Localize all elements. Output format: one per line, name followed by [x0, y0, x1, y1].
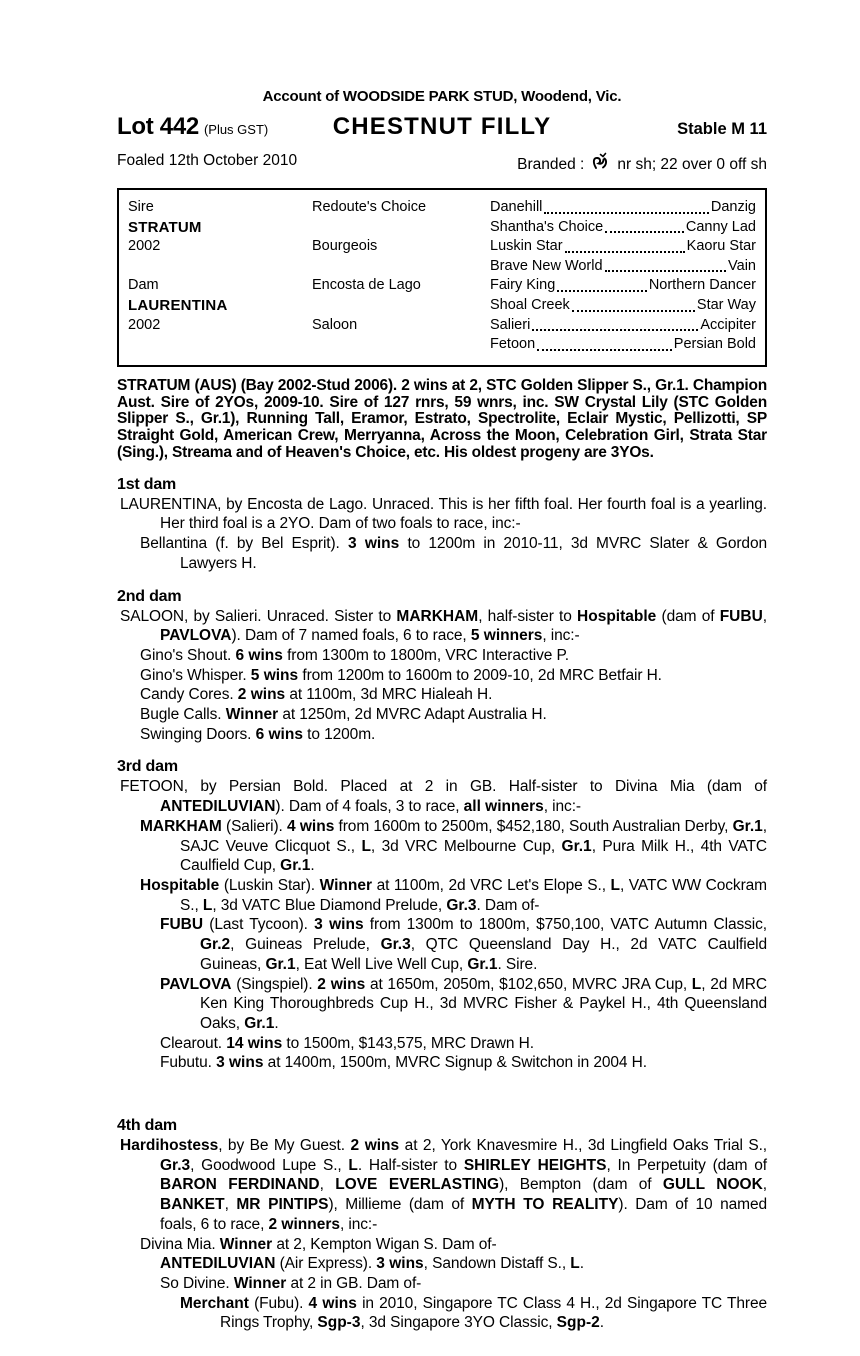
- catalogue-page: [117, 0, 767, 1333]
- entry-text: in 2010, Singapore TC Class 4 H., 2d Singapore TC Three Rings Trophy,: [220, 1294, 767, 1332]
- pedigree-parent: Encosta de Lago: [312, 277, 421, 294]
- entry-text: (Last Tycoon).: [203, 916, 315, 934]
- progeny-entry: [117, 876, 767, 915]
- entry-text: from 1600m to 2500m, $452,180, South Australian Derby,: [334, 817, 733, 835]
- pedigree-great-grandparent: Danzig: [710, 199, 756, 215]
- pedigree-row: [128, 257, 756, 277]
- entry-text: to 1500m, $143,575, MRC Drawn H.: [282, 1034, 534, 1052]
- entry-text: ), Millieme (dam of: [328, 1196, 472, 1214]
- pedigree-table: [117, 188, 767, 367]
- emphasis-text: 3 wins: [347, 535, 400, 553]
- pedigree-subject: Dam: [128, 277, 159, 294]
- emphasis-text: Winner: [219, 1235, 273, 1253]
- emphasis-text: ANTEDILUVIAN: [160, 1255, 276, 1273]
- entry-text: , inc:-: [339, 1215, 378, 1233]
- pedigree-ancestor-pair: [490, 316, 756, 336]
- progeny-entry: [117, 1254, 767, 1274]
- entry-text: Gino's Shout.: [140, 646, 236, 664]
- progeny-entry: [117, 1294, 767, 1333]
- entry-text: , Pura Milk H., 4th VATC Caulfield Cup,: [180, 837, 768, 875]
- entry-text: (dam of: [656, 607, 720, 625]
- entry-text: (Luskin Star).: [219, 876, 320, 894]
- entry-text: at 2, Kempton Wigan S. Dam of-: [272, 1235, 497, 1253]
- entry-text: ). Dam of 7 named foals, 6 to race,: [231, 627, 471, 645]
- pedigree-grandparent: Danehill: [490, 199, 543, 215]
- entry-text: Fubutu.: [160, 1054, 217, 1072]
- emphasis-text: SHIRLEY HEIGHTS: [463, 1156, 607, 1174]
- entry-text: (Air Express).: [275, 1255, 377, 1273]
- progeny-entry: [117, 1235, 767, 1255]
- entry-text: Bellantina (f. by Bel Esprit).: [140, 535, 348, 553]
- section-heading: 4th dam: [117, 1117, 177, 1135]
- dam-section: [117, 476, 767, 574]
- dotted-leader: [532, 329, 698, 331]
- emphasis-text: L: [361, 837, 371, 855]
- dotted-leader: [537, 349, 672, 351]
- pedigree-ancestor-pair: [490, 237, 756, 257]
- entry-text: .: [310, 857, 315, 875]
- emphasis-text: MR PINTIPS: [236, 1196, 329, 1214]
- progeny-entry: [117, 777, 767, 816]
- pedigree-subject: STRATUM: [128, 218, 202, 236]
- section-heading: 1st dam: [117, 475, 177, 493]
- pedigree-ancestor-pair: [490, 296, 756, 316]
- horse-title: CHESTNUT FILLY: [332, 113, 552, 140]
- dotted-leader: [605, 270, 727, 272]
- entry-text: , VATC WW Cockram S.,: [180, 876, 767, 914]
- emphasis-text: Winner: [319, 876, 372, 894]
- dotted-leader: [605, 231, 684, 233]
- entry-text: , inc:-: [542, 627, 580, 645]
- emphasis-text: FUBU: [160, 916, 204, 934]
- emphasis-text: L: [610, 876, 620, 894]
- emphasis-text: 3 wins: [314, 916, 364, 934]
- emphasis-text: Gr.1: [280, 857, 311, 875]
- pedigree-subject: 2002: [128, 316, 161, 333]
- emphasis-text: Gr.3: [160, 1156, 191, 1174]
- pedigree-ancestor-pair: [490, 198, 756, 218]
- emphasis-text: 2 wins: [350, 1137, 400, 1155]
- emphasis-text: FUBU: [719, 607, 763, 625]
- entry-text: Bugle Calls.: [140, 706, 226, 724]
- pedigree-ancestor-pair: [490, 276, 756, 296]
- entry-text: to 1200m in 2010-11, 3d MVRC Slater & Gordon Lawyers H.: [180, 535, 767, 572]
- pedigree-subject: Sire: [128, 199, 154, 215]
- emphasis-text: GULL NOOK: [662, 1176, 763, 1194]
- emphasis-text: MYTH TO REALITY: [471, 1196, 619, 1214]
- entry-text: from 1300m to 1800m, $750,100, VATC Autumn Classic,: [363, 916, 767, 934]
- pedigree-great-grandparent: Northern Dancer: [648, 277, 756, 294]
- entry-text: at 1650m, 2050m, $102,650, MVRC JRA Cup,: [365, 975, 692, 993]
- pedigree-great-grandparent: Accipiter: [700, 316, 756, 333]
- entry-text: at 1250m, 2d MVRC Adapt Australia H.: [278, 706, 547, 724]
- entry-text: ,: [224, 1196, 237, 1214]
- entry-text: ), Bempton (dam of: [499, 1176, 663, 1194]
- pedigree-great-grandparent: Kaoru Star: [686, 238, 756, 255]
- emphasis-text: Gr.1: [732, 817, 763, 835]
- entry-text: , 2d MRC Ken King Thoroughbreds Cup H., 3d MVRC Fisher & Paykel H., 4th Queensland Oaks,: [200, 975, 767, 1032]
- entry-text: ,: [319, 1176, 336, 1194]
- pedigree-subject: LAURENTINA: [128, 296, 228, 314]
- emphasis-text: Winner: [233, 1274, 287, 1292]
- emphasis-text: Hospitable: [577, 607, 657, 625]
- emphasis-text: L: [348, 1156, 358, 1174]
- entry-text: LAURENTINA, by Encosta de Lago. Unraced. This is her fifth foal. Her fourth foal is a yearling. Her third foal is a 2YO. Dam of two foals to race, inc:-: [120, 495, 767, 533]
- entry-text: .: [274, 1014, 279, 1032]
- progeny-entry: [117, 1034, 767, 1054]
- emphasis-text: Gr.3: [380, 936, 411, 954]
- entry-text: Swinging Doors.: [140, 725, 256, 743]
- stable-label: Stable M 11: [677, 120, 767, 138]
- progeny-entry: [117, 725, 767, 745]
- emphasis-text: Hospitable: [140, 876, 220, 894]
- progeny-entry: [117, 817, 767, 876]
- section-heading: 3rd dam: [117, 758, 178, 776]
- entry-text: , 3d VATC Blue Diamond Prelude,: [212, 896, 447, 914]
- entry-text: Divina Mia.: [140, 1235, 220, 1253]
- pedigree-parent: [312, 218, 490, 238]
- pedigree-parent: [312, 335, 490, 355]
- entry-text: at 1100m, 3d MRC Hialeah H.: [285, 686, 493, 704]
- emphasis-text: PAVLOVA: [160, 975, 232, 993]
- emphasis-text: Gr.2: [200, 936, 231, 954]
- pedigree-grandparent: Shoal Creek: [490, 296, 570, 313]
- progeny-entry: [117, 975, 767, 1034]
- pedigree-row: [128, 237, 756, 257]
- dam-section: [117, 588, 767, 745]
- pedigree-row: [128, 218, 756, 238]
- pedigree-row: [128, 296, 756, 316]
- emphasis-text: BARON FERDINAND: [160, 1176, 320, 1194]
- progeny-entry: [117, 607, 767, 646]
- dotted-leader: [544, 212, 708, 214]
- progeny-entry: [117, 1053, 767, 1073]
- foaled-row: [117, 152, 767, 178]
- emphasis-text: Winner: [225, 706, 279, 724]
- emphasis-text: Sgp-3: [317, 1314, 361, 1332]
- emphasis-text: ANTEDILUVIAN: [160, 798, 276, 816]
- pedigree-great-grandparent: Persian Bold: [673, 336, 756, 353]
- pedigree-row: [128, 198, 756, 218]
- emphasis-text: 3 wins: [216, 1054, 264, 1072]
- entry-text: from 1200m to 1600m to 2009-10, 2d MRC Betfair H.: [298, 666, 662, 684]
- entry-text: at 1100m, 2d VRC Let's Elope S.,: [372, 876, 611, 894]
- entry-text: , inc:-: [543, 798, 581, 816]
- progeny-entry: [117, 534, 767, 573]
- entry-text: from 1300m to 1800m, VRC Interactive P.: [282, 646, 569, 664]
- emphasis-text: 2 wins: [317, 975, 366, 993]
- section-heading: 2nd dam: [117, 587, 182, 605]
- emphasis-text: 2 wins: [237, 686, 286, 704]
- pedigree-ancestor-pair: [490, 257, 756, 277]
- entry-text: at 2 in GB. Dam of-: [286, 1274, 422, 1292]
- emphasis-text: all winners: [463, 798, 544, 816]
- entry-text: ,: [762, 607, 767, 625]
- emphasis-text: Sgp-2: [556, 1314, 600, 1332]
- entry-text: to 1200m.: [302, 725, 376, 743]
- entry-text: Gino's Whisper.: [140, 666, 251, 684]
- progeny-entry: [117, 666, 767, 686]
- gst-note: (Plus GST): [203, 122, 269, 137]
- pedigree-parent: [312, 257, 490, 277]
- pedigree-grandparent: Salieri: [490, 316, 531, 333]
- entry-text: , Goodwood Lupe S.,: [190, 1156, 349, 1174]
- entry-text: ). Dam of 4 foals, 3 to race,: [275, 798, 464, 816]
- dam-sections: [117, 476, 767, 1333]
- pedigree-grandparent: Brave New World: [490, 257, 603, 274]
- emphasis-text: 4 wins: [286, 817, 335, 835]
- pedigree-parent: Saloon: [312, 316, 358, 333]
- pedigree-parent: [312, 296, 490, 316]
- pedigree-ancestor-pair: [490, 218, 756, 238]
- emphasis-text: 5 wins: [250, 666, 299, 684]
- pedigree-grandparent: Luskin Star: [490, 238, 563, 255]
- entry-text: .: [579, 1255, 584, 1273]
- branded-info: [517, 152, 767, 178]
- entry-text: , Guineas Prelude,: [230, 936, 381, 954]
- emphasis-text: 5 winners: [470, 627, 543, 645]
- branded-detail: nr sh; 22 over 0 off sh: [617, 156, 767, 173]
- entry-text: . Half-sister to: [357, 1156, 464, 1174]
- entry-text: , by Be My Guest.: [218, 1137, 351, 1155]
- pedigree-ancestor-pair: [490, 335, 756, 355]
- progeny-entry: [117, 705, 767, 725]
- emphasis-text: L: [570, 1255, 580, 1273]
- emphasis-text: Gr.1: [244, 1014, 275, 1032]
- entry-text: , 3d Singapore 3YO Classic,: [360, 1314, 557, 1332]
- lot-header-row: [117, 113, 767, 143]
- dotted-leader: [565, 251, 685, 253]
- emphasis-text: BANKET: [160, 1196, 225, 1214]
- emphasis-text: Hardihostess: [120, 1137, 219, 1155]
- emphasis-text: LOVE EVERLASTING: [335, 1176, 500, 1194]
- pedigree-row: [128, 276, 756, 296]
- emphasis-text: MARKHAM: [140, 817, 222, 835]
- pedigree-great-grandparent: Star Way: [696, 296, 756, 313]
- pedigree-subject: 2002: [128, 238, 161, 255]
- pedigree-parent: Redoute's Choice: [312, 199, 427, 215]
- branded-label: Branded :: [517, 156, 585, 173]
- entry-text: ). Dam of 10 named foals, 6 to race,: [160, 1196, 767, 1233]
- emphasis-text: 6 wins: [235, 646, 283, 664]
- progeny-entry: [117, 915, 767, 974]
- entry-text: FETOON, by Persian Bold. Placed at 2 in GB. Half-sister to Divina Mia (dam of: [120, 778, 767, 796]
- progeny-entry: [117, 495, 767, 534]
- emphasis-text: Gr.1: [467, 955, 498, 973]
- pedigree-row: [128, 335, 756, 355]
- account-line: Account of WOODSIDE PARK STUD, Woodend, Vic.: [262, 88, 622, 105]
- pedigree-parent: Bourgeois: [312, 238, 378, 255]
- entry-text: at 2, York Knavesmire H., 3d Lingfield Oaks Trial S.,: [399, 1137, 767, 1155]
- entry-text: , Sandown Distaff S.,: [423, 1255, 571, 1273]
- progeny-entry: [117, 1274, 767, 1294]
- pedigree-great-grandparent: Vain: [728, 257, 756, 274]
- entry-text: , SAJC Veuve Clicquot S.,: [180, 817, 767, 855]
- pedigree-row: [128, 316, 756, 336]
- entry-text: .: [599, 1314, 604, 1332]
- pedigree-subject: [128, 335, 312, 355]
- pedigree-grandparent: Fetoon: [490, 336, 536, 353]
- emphasis-text: L: [202, 896, 213, 914]
- emphasis-text: 2 winners: [268, 1215, 340, 1233]
- entry-text: (Singspiel).: [231, 975, 318, 993]
- pedigree-subject: [128, 257, 312, 277]
- entry-text: So Divine.: [160, 1274, 234, 1292]
- dam-section: [117, 1117, 767, 1333]
- progeny-entry: [117, 646, 767, 666]
- entry-text: Candy Cores.: [140, 686, 238, 704]
- emphasis-text: 4 wins: [308, 1294, 357, 1312]
- pedigree-grandparent: Shantha's Choice: [490, 218, 604, 235]
- entry-text: (Salieri).: [221, 817, 287, 835]
- entry-text: SALOON, by Salieri. Unraced. Sister to: [120, 607, 397, 625]
- entry-text: . Dam of-: [476, 896, 540, 914]
- progeny-entry: [117, 685, 767, 705]
- entry-text: , Eat Well Live Well Cup,: [295, 955, 468, 973]
- entry-text: . Sire.: [497, 955, 538, 973]
- emphasis-text: Gr.3: [446, 896, 477, 914]
- emphasis-text: 3 wins: [376, 1255, 424, 1273]
- emphasis-text: Gr.1: [561, 837, 592, 855]
- foaled-date: Foaled 12th October 2010: [117, 152, 298, 169]
- progeny-entry: [117, 1136, 767, 1235]
- pedigree-grandparent: Fairy King: [490, 277, 556, 294]
- dam-section: [117, 758, 767, 1073]
- emphasis-text: Gr.1: [265, 955, 296, 973]
- entry-text: , QTC Queensland Day H., 2d VATC Caulfield Guineas,: [200, 936, 767, 973]
- lot-number: Lot 442: [117, 113, 199, 140]
- brand-mark-icon: [590, 152, 612, 172]
- emphasis-text: PAVLOVA: [160, 627, 232, 645]
- entry-text: , In Perpetuity (dam of: [606, 1156, 767, 1174]
- entry-text: , 3d VRC Melbourne Cup,: [370, 837, 562, 855]
- emphasis-text: Merchant: [180, 1294, 249, 1312]
- entry-text: (Fubu).: [248, 1294, 309, 1312]
- dotted-leader: [557, 290, 647, 292]
- entry-text: ,: [762, 1176, 767, 1194]
- dotted-leader: [572, 310, 695, 312]
- sire-summary: STRATUM (AUS) (Bay 2002-Stud 2006). 2 wins at 2, STC Golden Slipper S., Gr.1. Champion Aust. Sire of 2YOs, 2009-10. Sire of 127 rnrs, 59 wnrs, inc. SW Crystal Lily (STC Golden Slipper S., Gr.1), Running Tall, Eramor, Estrato, Spectrolite, Eclair Mystic, Pellizotti, SP Straight Gold, American Crew, Merryanna, Across the Moon, Celebration Girl, Strata Star (Sing.), Streama and of Heaven's Choice, etc. His oldest progeny are 3YOs.: [117, 376, 767, 461]
- emphasis-text: L: [691, 975, 702, 993]
- entry-text: , half-sister to: [478, 607, 578, 625]
- entry-text: Clearout.: [160, 1034, 227, 1052]
- pedigree-great-grandparent: Canny Lad: [685, 218, 756, 235]
- emphasis-text: 6 wins: [255, 725, 303, 743]
- emphasis-text: 14 wins: [226, 1034, 283, 1052]
- entry-text: at 1400m, 1500m, MVRC Signup & Switchon in 2004 H.: [263, 1054, 647, 1072]
- emphasis-text: MARKHAM: [396, 607, 479, 625]
